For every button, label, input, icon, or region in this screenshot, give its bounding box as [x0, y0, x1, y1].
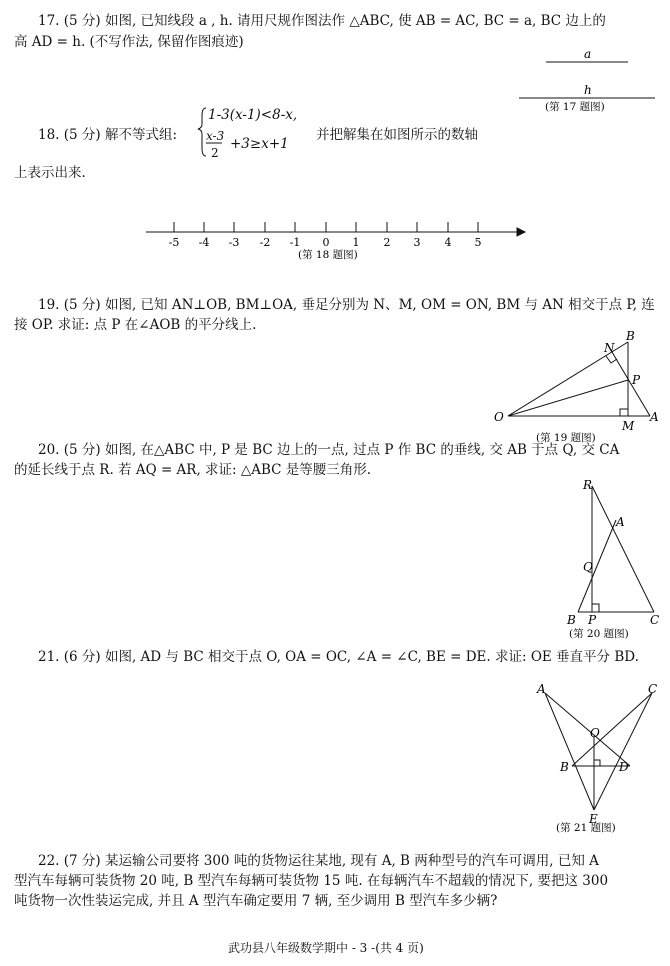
point-A: A [537, 682, 546, 696]
q18-inequality-2-rest: +3≥x+1 [230, 136, 289, 152]
q18-text-line2: 上表示出来. [14, 165, 86, 181]
fig17-label-h: h [584, 83, 592, 97]
fig19-caption: (第 19 题图) [536, 432, 596, 444]
fig20-diagram [578, 486, 654, 612]
fig20-labels [566, 478, 659, 627]
point-C: C [650, 613, 660, 627]
point-Q: Q [583, 560, 593, 574]
fig21-caption: (第 21 题图) [556, 822, 616, 834]
q17-text-line1: 17. (5 分) 如图, 已知线段 a , h. 请用尺规作图法作 △ABC, 使 AB = AC, BC = a, BC 边上的 [38, 13, 606, 29]
q18-suffix: 并把解集在如图所示的数轴 [316, 127, 478, 143]
point-O: O [494, 410, 504, 424]
point-N: N [604, 341, 615, 355]
point-M: M [622, 419, 635, 433]
tick-label: 4 [444, 236, 452, 249]
q22-text-line3: 吨货物一次性装运完成, 并且 A 型汽车确定要用 7 辆, 至少调用 B 型汽车多少辆? [14, 893, 498, 909]
q18-prefix: 18. (5 分) 解不等式组: [38, 127, 178, 143]
fig18-tick-labels [169, 236, 482, 249]
number-line-arrow [517, 228, 525, 236]
tick-label: 1 [352, 236, 360, 249]
q20-text-line2: 的延长线于点 R. 若 AQ = AR, 求证: △ABC 是等腰三角形. [14, 462, 372, 478]
fig21-diagram [545, 693, 652, 810]
tick-label: -2 [259, 236, 271, 249]
tick-label: 3 [413, 236, 421, 249]
fig19-labels [494, 329, 659, 433]
tick-label: -5 [168, 236, 180, 249]
q19-text-line1: 19. (5 分) 如图, 已知 AN⊥OB, BM⊥OA, 垂足分别为 N、M, OM = ON, BM 与 AN 相交于点 P, 连 [38, 297, 655, 313]
tick-label: -3 [228, 236, 240, 249]
point-A: A [650, 410, 659, 424]
point-E: E [589, 812, 598, 826]
page-footer: 武功县八年级数学期中 - 3 -(共 4 页) [228, 941, 424, 955]
q18-brace [198, 108, 206, 156]
tick-label: 5 [474, 236, 482, 249]
q18-inequality-1: 1-3(x-1)<8-x, [208, 107, 298, 123]
fig18-caption: (第 18 题图) [298, 249, 358, 261]
fig19-diagram [508, 342, 650, 416]
point-R: R [583, 478, 593, 492]
tick-label: -4 [198, 236, 210, 249]
q20-text-line1: 20. (5 分) 如图, 在△ABC 中, P 是 BC 边上的一点, 过点 P 作 BC 的垂线, 交 AB 于点 Q, 交 CA [38, 442, 620, 458]
tick-label: 2 [383, 236, 391, 249]
point-B: B [626, 329, 635, 343]
q21-text-line1: 21. (6 分) 如图, AD 与 BC 相交于点 O, OA = OC, ∠A = ∠C, BE = DE. 求证: OE 垂直平分 BD. [38, 649, 639, 665]
point-C: C [648, 682, 658, 696]
fig17-label-a: a [584, 47, 592, 61]
fig18-number-line [146, 222, 525, 236]
q18-inequality-2-denominator: 2 [211, 146, 219, 160]
q18-inequality-2-numerator: x-3 [206, 129, 225, 143]
point-P: P [588, 613, 597, 627]
q22-text-line2: 型汽车每辆可装货物 20 吨, B 型汽车每辆可装货物 15 吨. 在每辆汽车不超载的情况下, 要把这 300 [14, 873, 609, 889]
point-B: B [560, 760, 569, 774]
tick-label: -1 [289, 236, 301, 249]
point-O: O [590, 726, 600, 740]
point-A: A [616, 515, 625, 529]
point-B: B [567, 613, 576, 627]
point-D: D [619, 760, 629, 774]
q19-text-line2: 接 OP. 求证: 点 P 在∠AOB 的平分线上. [14, 317, 257, 333]
q17-text-line2: 高 AD = h. (不写作法, 保留作图痕迹) [14, 34, 244, 50]
fig17-caption: (第 17 题图) [545, 101, 605, 113]
point-P: P [632, 373, 641, 387]
q22-text-line1: 22. (7 分) 某运输公司要将 300 吨的货物运往某地, 现有 A, B 两种型号的汽车可调用, 已知 A [38, 853, 599, 869]
fig20-caption: (第 20 题图) [569, 628, 629, 640]
tick-label: 0 [322, 236, 330, 249]
